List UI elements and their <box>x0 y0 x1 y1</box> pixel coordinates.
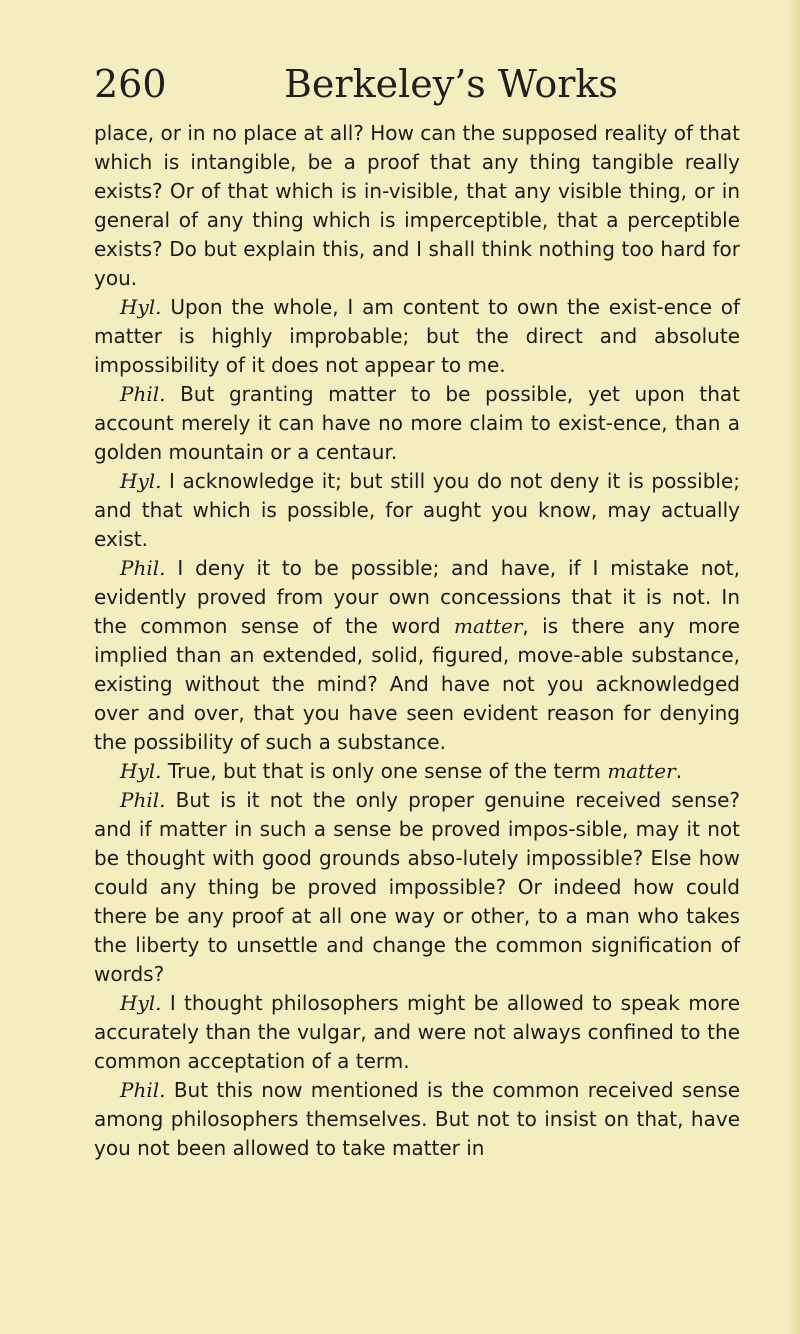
speaker-label: Hyl. <box>120 295 162 319</box>
paragraph-text-continued: . <box>675 759 683 783</box>
page-number: 260 <box>94 62 167 106</box>
paragraph <box>94 989 740 1076</box>
paragraph-text: place, or in no place at all? How can the supposed reality of that which is intangible, be a proof that any thing tangible really exists? Or of that which is in-visible, that any visible thing, or in general of any thing which is imperceptible, that a perceptible exists? Do but explain this, and I shall think nothing too hard for you. <box>94 121 740 290</box>
speaker-label: Hyl. <box>120 759 162 783</box>
paragraph-text: I deny it to be possible; and have, if I mistake not, evidently proved from your own concessions that it is not. In the common sense of the word <box>94 556 740 638</box>
running-title: Berkeley’s Works <box>284 62 618 106</box>
speaker-label: Phil. <box>120 788 166 812</box>
page-edge <box>790 0 800 1334</box>
paragraph <box>94 380 740 467</box>
paragraph <box>94 467 740 554</box>
paragraph-text: But granting matter to be possible, yet upon that account merely it can have no more claim to exist-ence, than a golden mountain or a centaur. <box>94 382 740 464</box>
page-header <box>94 60 754 120</box>
italic-term: matter <box>454 614 523 638</box>
italic-term: matter <box>607 759 676 783</box>
paragraph-text: True, but that is only one sense of the term <box>161 759 608 783</box>
paragraph-text: But is it not the only proper genuine received sense? and if matter in such a sense be proved impos-sible, may it not be thought with good grounds abso-lutely impossible? Else how could any thing be proved impossible? Or indeed how could there be any proof at all one way or other, to a man who takes the liberty to unsettle and change the common signification of words? <box>94 788 740 986</box>
paragraph-text: Upon the whole, I am content to own the exist-ence of matter is highly improbable; but the direct and absolute impossibility of it does not appear to me. <box>94 295 740 377</box>
paragraph <box>94 786 740 989</box>
paragraph-text: I acknowledge it; but still you do not deny it is possible; and that which is possible, for aught you know, may actually exist. <box>94 469 740 551</box>
paragraph-text-continued: , is there any more implied than an extended, solid, figured, move-able substance, existing without the mind? And have not you acknowledged over and over, that you have seen evident reason for denying the possibility of such a substance. <box>94 614 740 754</box>
paragraph <box>94 554 740 757</box>
speaker-label: Phil. <box>120 382 166 406</box>
paragraph <box>94 757 740 786</box>
paragraph <box>94 1076 740 1163</box>
speaker-label: Hyl. <box>120 991 162 1015</box>
speaker-label: Phil. <box>120 1078 166 1102</box>
paragraph <box>94 119 740 293</box>
speaker-label: Phil. <box>120 556 166 580</box>
body-text <box>94 119 740 1163</box>
paragraph-text: But this now mentioned is the common received sense among philosophers themselves. But not to insist on that, have you not been allowed to take matter in <box>94 1078 740 1160</box>
paragraph-text: I thought philosophers might be allowed to speak more accurately than the vulgar, and were not always confined to the common acceptation of a term. <box>94 991 740 1073</box>
speaker-label: Hyl. <box>120 469 162 493</box>
paragraph <box>94 293 740 380</box>
